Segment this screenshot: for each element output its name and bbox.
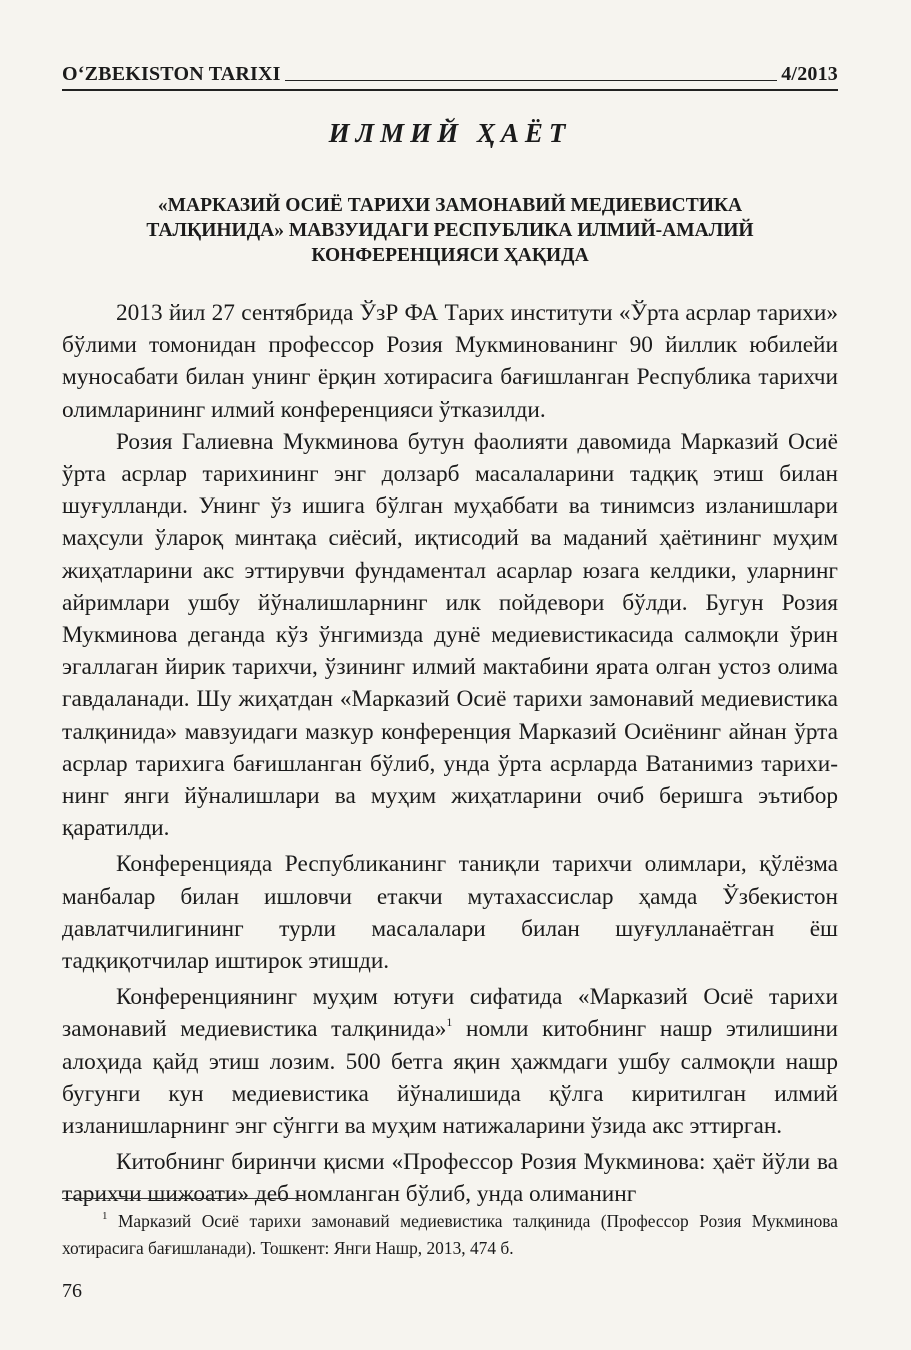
- page-number: 76: [62, 1280, 82, 1302]
- journal-name: O‘ZBEKISTON TARIXI: [62, 63, 281, 85]
- footnote-marker: 1: [102, 1210, 108, 1222]
- paragraph-text: номли китобнинг нашр этилишини алоҳида қайд этиш лозим. 500 бетга яқин ҳажмдаги ушбу салмоқли нашр бугунги кун медиевистика йўналишида қўлга киритилган илмий изланишларнинг энг сўнгги ва муҳим натижаларини ўзида акс эттирган.: [62, 1016, 838, 1140]
- footnote-divider: [62, 1198, 302, 1199]
- article-title: [80, 193, 820, 268]
- header-divider: [62, 89, 838, 91]
- footnote-reference[interactable]: 1: [446, 1015, 453, 1030]
- article-body: [62, 297, 838, 1211]
- issue-number: 4/2013: [781, 63, 838, 85]
- section-title: ИЛМИЙ ҲАЁТ: [328, 118, 572, 148]
- footnote-text: Марказий Осиё тарихи замонавий медиевистика талқинида (Профессор Розия Мукминова хотирасига бағишланади). Тошкент: Янги Нашр, 2013, 474 б.: [62, 1211, 838, 1258]
- article-title-line: КОНФЕРЕНЦИЯСИ ҲАҚИДА: [311, 245, 589, 266]
- paragraph: Конференцияда Республиканинг таниқли тарихчи олимлари, қўлёзма манбалар билан ишловчи етакчи мутахассислар ҳамда Ўзбекистон давлатчилигининг турли масалалари билан шуғулланаётган ёш тадқиқотчилар иштирок этишди.: [62, 851, 838, 975]
- paragraph: 2013 йил 27 сентябрида ЎзР ФА Тарих институти «Ўрта асрлар тарихи» бўлими томонидан профессор Розия Мукминованинг 90 йиллик юбилейи муносабати билан унинг ёрқин хотирасига бағишланган Республика тарихчи олимларининг илмий конференцияси ўтказилди.: [62, 300, 838, 423]
- paragraph: Китобнинг биринчи қисми «Профессор Розия Мукминова: ҳаёт йўли ва тарихчи шижоати» деб номланган бўлиб, унда олиманинг: [62, 1149, 838, 1208]
- header-rule: [285, 80, 778, 81]
- paragraph: Розия Галиевна Мукминова бутун фаолияти давомида Марказий Осиё ўрта асрлар тарихининг энг долзарб масалаларини тадқиқ этиш билан шуғулланди. Унинг ўз ишига бўлган муҳаббати ва тинимсиз изланишлари маҳсули ўларoқ минтақа сиёсий, иқтисодий ва маданий ҳаётининг муҳим жиҳатларини акс эттирувчи фундаментал асарлар юзага келдики, уларнинг айримлари ушбу йўналишларнинг илк пойдевори бўлди. Бугун Розия Мукминова деганда кўз ўнгимизда дунё медиевистикасида салмоқли ўрин эгаллаган йирик тарихчи, ўзининг илмий мактабини ярата олган устоз олима гавдаланади. Шу жиҳатдан «Марказий Осиё тарихи замонавий медиевистика талқинида» мавзуидаги мазкур конференция Марказий Осиёнинг айнан ўрта асрлар тарихига бағишланган бўлиб, унда ўрта асрларда Ватанимиз тарихининг янги йўналишлари ва муҳим жиҳатларини очиб беришга эътибор қаратилди.: [62, 428, 838, 842]
- footnote: [62, 1208, 838, 1262]
- article-title-line: ТАЛҚИНИДА» МАВЗУИДАГИ РЕСПУБЛИКА ИЛМИЙ-АМАЛИЙ: [146, 220, 754, 241]
- paragraph-text: Конференциянинг муҳим ютуғи сифатида «Марказий Осиё тарихи замонавий медиевистика талқинида»: [62, 984, 838, 1043]
- article-title-line: «МАРКАЗИЙ ОСИЁ ТАРИХИ ЗАМОНАВИЙ МЕДИЕВИСТИКА: [157, 195, 743, 216]
- running-header: [62, 58, 838, 86]
- paragraph: [62, 981, 838, 1142]
